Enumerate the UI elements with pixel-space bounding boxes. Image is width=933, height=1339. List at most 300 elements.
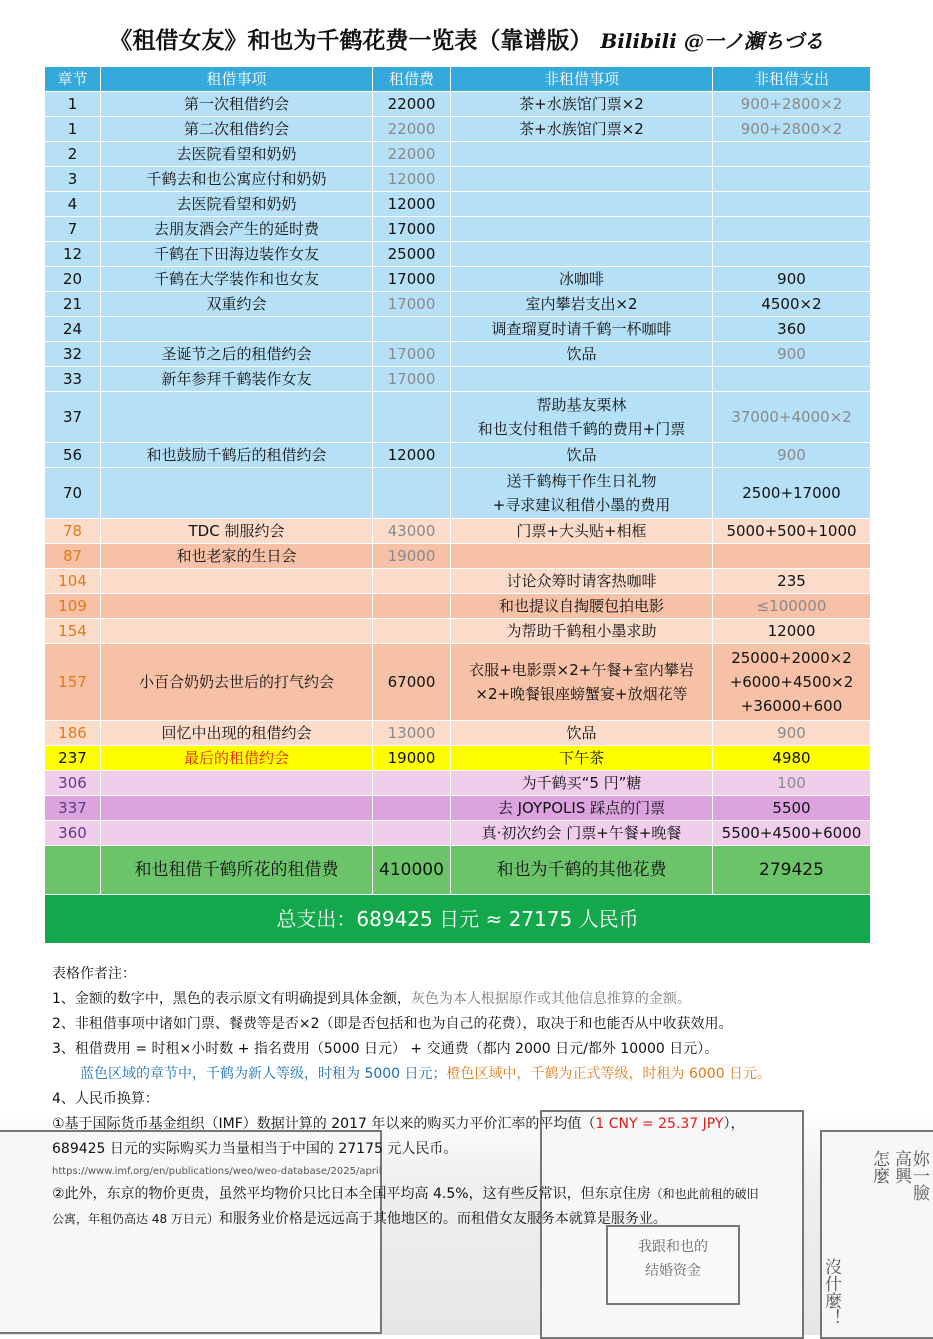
row-rent-fee	[373, 192, 451, 217]
row-other-cost	[713, 619, 871, 644]
row-rent-fee-line: 19000	[387, 547, 436, 565]
row-other-item	[451, 217, 713, 242]
row-other-cost-line: 5000+500+1000	[726, 522, 857, 540]
table-row	[45, 142, 871, 167]
row-rent-item	[101, 117, 373, 142]
table-row	[45, 644, 871, 721]
row-chapter	[45, 117, 101, 142]
row-rent-item	[101, 192, 373, 217]
table-row	[45, 771, 871, 796]
row-rent-item	[101, 544, 373, 569]
row-other-item	[451, 619, 713, 644]
row-other-cost	[713, 317, 871, 342]
manga-bubble-2: 高興	[891, 1150, 911, 1184]
row-other-cost-line: 4500×2	[761, 295, 822, 313]
row-other-cost-line: 5500	[772, 799, 811, 817]
manga-bubble-1: 妳一臉	[909, 1150, 929, 1201]
row-rent-fee	[373, 267, 451, 292]
row-other-item	[451, 569, 713, 594]
table-row	[45, 619, 871, 644]
row-rent-item-line: 双重约会	[206, 295, 267, 313]
row-rent-item-line: 去医院看望和奶奶	[176, 145, 297, 163]
row-rent-item	[101, 468, 373, 519]
page-title	[0, 22, 933, 62]
table-row	[45, 242, 871, 267]
row-rent-item-line: 最后的租借约会	[183, 749, 289, 767]
row-rent-item	[101, 796, 373, 821]
row-other-cost-line: ≤100000	[756, 597, 827, 615]
row-other-cost	[713, 242, 871, 267]
sign-line-1: 我跟和也的	[638, 1239, 708, 1255]
row-chapter	[45, 619, 101, 644]
row-other-cost	[713, 594, 871, 619]
row-rent-item	[101, 569, 373, 594]
header-chapter: 章节	[45, 67, 101, 92]
row-other-cost-line: 235	[777, 572, 806, 590]
row-rent-item-line: 第一次租借约会	[183, 95, 289, 113]
expense-table	[44, 66, 871, 944]
row-chapter-line: 109	[58, 597, 87, 615]
row-rent-item-line: 去医院看望和奶奶	[176, 195, 297, 213]
row-chapter-line: 87	[62, 547, 83, 565]
row-other-cost-line: 900	[777, 724, 806, 742]
row-rent-fee	[373, 544, 451, 569]
title-author: Bilibili @一ノ瀬ちづる	[600, 29, 824, 53]
row-chapter-line: 104	[58, 572, 87, 590]
row-chapter-line: 360	[58, 824, 87, 842]
row-other-item-line: 讨论众筹时请客热咖啡	[506, 572, 657, 590]
summary-other-label: 和也为千鹤的其他花费	[451, 846, 713, 895]
grand-total: 总支出：689425 日元 ≈ 27175 人民币	[45, 895, 871, 944]
summary-empty	[45, 846, 101, 895]
row-other-item	[451, 367, 713, 392]
note-1-main: 1、金额的数字中，黑色的表示原文有明确提到具体金额，	[52, 991, 411, 1007]
row-chapter-line: 306	[58, 774, 87, 792]
row-rent-fee-line: 13000	[387, 724, 436, 742]
row-chapter	[45, 519, 101, 544]
row-rent-item	[101, 142, 373, 167]
row-chapter	[45, 142, 101, 167]
row-other-cost-line: 5500+4500+6000	[721, 824, 862, 842]
row-other-cost	[713, 821, 871, 846]
row-rent-item	[101, 519, 373, 544]
row-rent-item-line: 去朋友酒会产生的延时费	[153, 220, 319, 238]
note-3: 3、租借费用 = 时租×小时数 + 指名费用（5000 日元） + 交通费（都内 2000 日元/都外 10000 日元）。	[52, 1041, 719, 1057]
title-main: 《租借女友》和也为千鹤花费一览表（靠谱版）	[109, 28, 593, 54]
table-row	[45, 367, 871, 392]
row-rent-fee	[373, 619, 451, 644]
row-other-item	[451, 519, 713, 544]
table-row	[45, 267, 871, 292]
row-other-item-line: 帮助基友栗林	[536, 396, 627, 414]
row-chapter	[45, 746, 101, 771]
row-other-item-line: 为千鹤买“5 円”糖	[521, 774, 642, 792]
row-chapter-line: 1	[67, 95, 78, 113]
manga-bubble-3: 怎麼	[869, 1150, 889, 1184]
row-rent-item	[101, 242, 373, 267]
row-other-item-line: 去 JOYPOLIS 踩点的门票	[497, 799, 666, 817]
summary-rent-total: 410000	[373, 846, 451, 895]
row-rent-fee	[373, 519, 451, 544]
row-other-item	[451, 544, 713, 569]
row-other-item	[451, 167, 713, 192]
row-rent-fee-line: 67000	[387, 673, 436, 691]
row-other-cost	[713, 117, 871, 142]
row-rent-fee	[373, 443, 451, 468]
row-chapter-line: 21	[62, 295, 83, 313]
header-rent-item: 租借事项	[101, 67, 373, 92]
row-other-cost-line: 900+2800×2	[740, 120, 843, 138]
row-other-cost-line: 900	[777, 446, 806, 464]
row-other-item-line: ×2+晚餐银座螃蟹宴+放烟花等	[475, 685, 688, 703]
row-chapter	[45, 217, 101, 242]
row-rent-fee-line: 17000	[387, 295, 436, 313]
row-chapter	[45, 342, 101, 367]
row-rent-item	[101, 267, 373, 292]
row-chapter	[45, 594, 101, 619]
row-other-cost	[713, 644, 871, 721]
row-chapter-line: 12	[62, 245, 83, 263]
row-other-item-line: 调查瑠夏时请千鹤一杯咖啡	[491, 320, 672, 338]
row-rent-item-line: 千鹤去和也公寓应付和奶奶	[146, 170, 327, 188]
row-rent-fee-line: 12000	[387, 195, 436, 213]
row-other-cost	[713, 746, 871, 771]
table-row	[45, 796, 871, 821]
row-rent-item	[101, 721, 373, 746]
row-other-item-line: 饮品	[566, 446, 597, 464]
row-other-item-line: 室内攀岩支出×2	[525, 295, 638, 313]
note-4-2-small2: 公寓，年租仍高达 48 万日元）	[52, 1212, 219, 1226]
row-other-item-line: 衣服+电影票×2+午餐+室内攀岩	[469, 661, 694, 679]
row-rent-item-line: 回忆中出现的租借约会	[161, 724, 312, 742]
row-other-cost	[713, 342, 871, 367]
summary-row	[45, 846, 871, 895]
row-chapter	[45, 167, 101, 192]
table-body	[45, 92, 871, 846]
row-other-item	[451, 721, 713, 746]
row-rent-fee	[373, 242, 451, 267]
row-other-cost	[713, 468, 871, 519]
row-other-item	[451, 644, 713, 721]
row-rent-fee-line: 22000	[387, 95, 436, 113]
note-4-1-b: ），	[723, 1116, 745, 1132]
row-other-cost	[713, 292, 871, 317]
row-chapter-line: 337	[58, 799, 87, 817]
row-chapter	[45, 721, 101, 746]
row-rent-item	[101, 443, 373, 468]
row-rent-fee	[373, 117, 451, 142]
row-rent-fee	[373, 292, 451, 317]
row-rent-fee-line: 17000	[387, 220, 436, 238]
row-other-cost	[713, 771, 871, 796]
header-other-cost: 非租借支出	[713, 67, 871, 92]
row-rent-fee	[373, 594, 451, 619]
row-rent-item-line: 千鹤在大学装作和也女友	[153, 270, 319, 288]
row-rent-fee-line: 12000	[387, 446, 436, 464]
row-other-item	[451, 746, 713, 771]
row-chapter-line: 4	[67, 195, 78, 213]
note-4-1-a: ①基于国际货币基金组织（IMF）数据计算的 2017 年以来的购买力平价汇率的平均值（	[52, 1116, 596, 1132]
row-other-item-line: 下午茶	[558, 749, 604, 767]
row-other-cost	[713, 392, 871, 443]
row-rent-fee	[373, 821, 451, 846]
row-chapter-line: 56	[62, 446, 83, 464]
table-row	[45, 167, 871, 192]
row-other-cost	[713, 519, 871, 544]
row-rent-item	[101, 771, 373, 796]
row-chapter-line: 78	[62, 522, 83, 540]
row-chapter	[45, 192, 101, 217]
row-chapter-line: 7	[67, 220, 78, 238]
row-other-item-line: 为帮助千鹤租小墨求助	[506, 622, 657, 640]
row-chapter	[45, 392, 101, 443]
row-rent-item	[101, 292, 373, 317]
row-other-cost	[713, 443, 871, 468]
row-rent-fee	[373, 569, 451, 594]
row-chapter-line: 2	[67, 145, 78, 163]
row-other-cost-line: 900	[777, 345, 806, 363]
table-row	[45, 594, 871, 619]
row-chapter-line: 70	[62, 484, 83, 502]
table-row	[45, 192, 871, 217]
row-rent-fee-line: 22000	[387, 120, 436, 138]
row-other-item-line: 茶+水族馆门票×2	[519, 120, 644, 138]
row-other-item-line: 真·初次约会 门票+午餐+晚餐	[481, 824, 682, 842]
row-other-item	[451, 192, 713, 217]
note-4: 4、人民币换算：	[52, 1091, 159, 1107]
row-other-item	[451, 242, 713, 267]
row-rent-item-line: 千鹤在下田海边装作女友	[153, 245, 319, 263]
row-other-item-line: 冰咖啡	[558, 270, 604, 288]
row-rent-fee-line: 43000	[387, 522, 436, 540]
row-other-item-line: 饮品	[566, 724, 597, 742]
row-rent-fee	[373, 771, 451, 796]
row-chapter	[45, 569, 101, 594]
row-other-cost	[713, 367, 871, 392]
row-chapter	[45, 544, 101, 569]
table-row	[45, 468, 871, 519]
row-other-cost-line: 360	[777, 320, 806, 338]
row-other-cost-line: 100	[777, 774, 806, 792]
row-chapter	[45, 796, 101, 821]
row-rent-item	[101, 644, 373, 721]
row-rent-item-line: 第二次租借约会	[183, 120, 289, 138]
row-other-item	[451, 392, 713, 443]
row-rent-fee	[373, 721, 451, 746]
row-chapter-line: 237	[58, 749, 87, 767]
row-chapter-line: 154	[58, 622, 87, 640]
row-rent-item-line: 新年参拜千鹤装作女友	[161, 370, 312, 388]
row-other-item-line: 茶+水族馆门票×2	[519, 95, 644, 113]
table-row	[45, 519, 871, 544]
table-row	[45, 544, 871, 569]
manga-bubble-4: 沒什麼！	[821, 1258, 841, 1326]
row-other-item	[451, 292, 713, 317]
row-chapter	[45, 317, 101, 342]
row-rent-fee	[373, 142, 451, 167]
row-chapter	[45, 443, 101, 468]
row-other-item	[451, 468, 713, 519]
note-4-1-rate: 1 CNY = 25.37 JPY	[595, 1116, 724, 1132]
row-chapter	[45, 292, 101, 317]
row-rent-item-line: 和也鼓励千鹤后的租借约会	[146, 446, 327, 464]
note-4-2	[52, 1182, 912, 1207]
row-other-cost-line: +6000+4500×2	[729, 673, 854, 691]
table-row	[45, 569, 871, 594]
note-3-orange: 橙色区域中，千鹤为正式等级，时租为 6000 日元。	[446, 1066, 772, 1082]
row-rent-fee	[373, 392, 451, 443]
note-4-2-small: （和也此前租的破旧	[650, 1187, 759, 1201]
note-3-blue: 蓝色区域的章节中，千鹤为新人等级，时租为 5000 日元；	[80, 1066, 447, 1082]
row-other-item-line: 和也提议自掏腰包拍电影	[498, 597, 664, 615]
row-other-cost	[713, 92, 871, 117]
row-other-item-line: 门票+大头贴+相框	[516, 522, 647, 540]
row-other-item	[451, 267, 713, 292]
row-other-item	[451, 796, 713, 821]
manga-sign	[606, 1225, 740, 1305]
row-other-item	[451, 117, 713, 142]
row-rent-item	[101, 392, 373, 443]
row-other-cost-line: 4980	[772, 749, 811, 767]
row-other-item-line: +寻求建议租借小墨的费用	[492, 496, 671, 514]
row-chapter	[45, 771, 101, 796]
row-chapter	[45, 468, 101, 519]
row-other-cost-line: 12000	[767, 622, 816, 640]
table-row	[45, 392, 871, 443]
row-chapter-line: 20	[62, 270, 83, 288]
row-chapter	[45, 821, 101, 846]
row-other-item	[451, 771, 713, 796]
row-other-cost	[713, 217, 871, 242]
row-other-cost	[713, 142, 871, 167]
row-other-item-line: 送千鹤梅干作生日礼物	[506, 472, 657, 490]
row-other-cost-line: 25000+2000×2	[731, 649, 852, 667]
table-header-row	[45, 67, 871, 92]
row-chapter-line: 24	[62, 320, 83, 338]
table-row	[45, 821, 871, 846]
row-rent-fee	[373, 317, 451, 342]
row-rent-fee	[373, 92, 451, 117]
row-chapter-line: 186	[58, 724, 87, 742]
row-rent-fee-line: 25000	[387, 245, 436, 263]
notes-heading: 表格作者注：	[52, 966, 136, 982]
grand-total-row	[45, 895, 871, 944]
row-other-item	[451, 594, 713, 619]
row-other-cost-line: 900	[777, 270, 806, 288]
row-rent-item	[101, 594, 373, 619]
table-row	[45, 292, 871, 317]
row-rent-item	[101, 167, 373, 192]
note-4-2-cont	[52, 1207, 912, 1232]
row-other-item	[451, 142, 713, 167]
row-rent-item	[101, 367, 373, 392]
row-rent-fee-line: 12000	[387, 170, 436, 188]
table-row	[45, 342, 871, 367]
row-rent-item	[101, 821, 373, 846]
summary-rent-label: 和也租借千鹤所花的租借费	[101, 846, 373, 895]
row-rent-fee-line: 19000	[387, 749, 436, 767]
header-rent-fee: 租借费	[373, 67, 451, 92]
note-3-colors	[52, 1062, 912, 1087]
header-other-item: 非租借事项	[451, 67, 713, 92]
row-chapter	[45, 644, 101, 721]
table-row	[45, 746, 871, 771]
table-row	[45, 443, 871, 468]
row-chapter-line: 3	[67, 170, 78, 188]
row-other-cost	[713, 267, 871, 292]
row-other-item	[451, 317, 713, 342]
row-rent-fee-line: 17000	[387, 370, 436, 388]
row-chapter	[45, 267, 101, 292]
note-4-2-a: ②此外，东京的物价更贵，虽然平均物价只比日本全国平均高 4.5%，这有些反常识，但东京住房	[52, 1186, 651, 1202]
row-chapter	[45, 367, 101, 392]
row-rent-fee	[373, 367, 451, 392]
row-rent-item	[101, 317, 373, 342]
row-other-item-line: 和也支付租借千鹤的费用+门票	[477, 420, 686, 438]
row-rent-fee	[373, 796, 451, 821]
imf-url: https://www.imf.org/en/publications/weo/weo-database/2025/april	[52, 1166, 382, 1177]
note-4-1	[52, 1112, 912, 1137]
note-1	[52, 987, 912, 1012]
row-rent-fee	[373, 217, 451, 242]
summary-other-total: 279425	[713, 846, 871, 895]
row-other-cost	[713, 544, 871, 569]
row-other-cost	[713, 192, 871, 217]
row-chapter-line: 37	[62, 408, 83, 426]
row-rent-fee-line: 17000	[387, 270, 436, 288]
row-rent-item	[101, 746, 373, 771]
row-rent-item-line: TDC 制服约会	[188, 522, 285, 540]
row-rent-item-line: 和也老家的生日会	[176, 547, 297, 565]
table-row	[45, 317, 871, 342]
row-chapter-line: 1	[67, 120, 78, 138]
row-rent-fee	[373, 342, 451, 367]
row-other-cost-line: 900+2800×2	[740, 95, 843, 113]
row-rent-fee-line: 17000	[387, 345, 436, 363]
row-other-cost-line: +36000+600	[740, 697, 843, 715]
row-chapter	[45, 92, 101, 117]
row-chapter-line: 33	[62, 370, 83, 388]
row-other-cost-line: 37000+4000×2	[731, 408, 852, 426]
table-row	[45, 721, 871, 746]
row-other-cost	[713, 167, 871, 192]
row-chapter-line: 157	[58, 673, 87, 691]
row-other-item	[451, 821, 713, 846]
row-rent-fee	[373, 746, 451, 771]
note-2: 2、非租借事项中诸如门票、餐费等是否×2（即是否包括和也为自己的花费），取决于和也能否从中收获效用。	[52, 1016, 733, 1032]
row-other-cost	[713, 796, 871, 821]
sign-line-2: 结婚资金	[645, 1263, 701, 1279]
row-rent-item	[101, 342, 373, 367]
table-row	[45, 117, 871, 142]
note-4-1-c: 689425 日元的实际购买力当量相当于中国的 27175 元人民币。	[52, 1141, 458, 1157]
table-row	[45, 217, 871, 242]
row-chapter	[45, 242, 101, 267]
row-other-item	[451, 342, 713, 367]
row-rent-item-line: 小百合奶奶去世后的打气约会	[138, 673, 334, 691]
row-other-item-line: 饮品	[566, 345, 597, 363]
row-rent-fee	[373, 468, 451, 519]
author-notes	[52, 962, 912, 1232]
row-other-cost	[713, 721, 871, 746]
row-rent-item	[101, 619, 373, 644]
row-other-item	[451, 92, 713, 117]
row-other-cost	[713, 569, 871, 594]
row-other-cost-line: 2500+17000	[742, 484, 841, 502]
note-1-gray: 灰色为本人根据原作或其他信息推算的金额。	[410, 991, 691, 1007]
row-rent-fee-line: 22000	[387, 145, 436, 163]
row-rent-item-line: 圣诞节之后的租借约会	[161, 345, 312, 363]
